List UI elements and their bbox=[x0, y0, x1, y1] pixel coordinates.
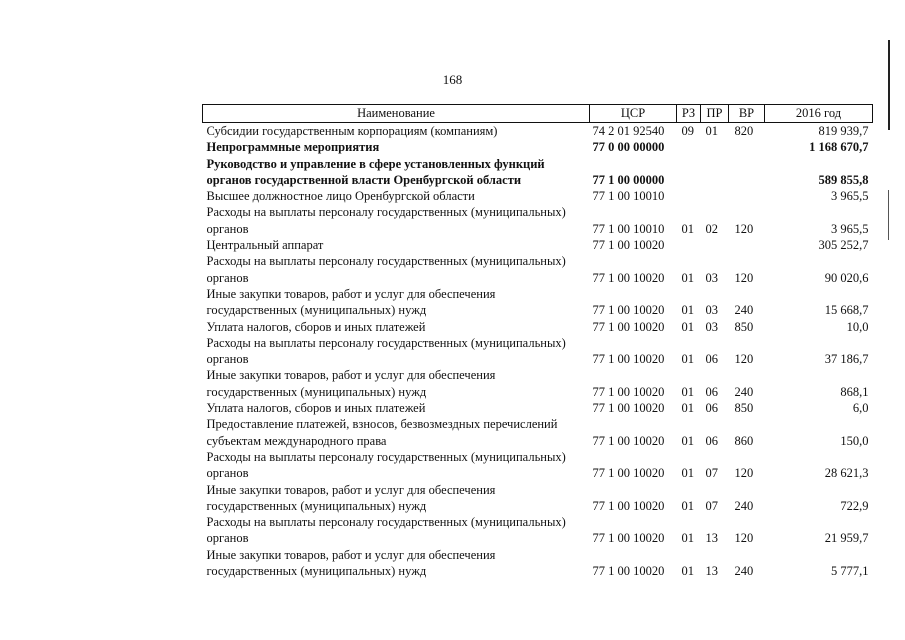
cell-rz bbox=[677, 156, 701, 189]
cell-name: Расходы на выплаты персоналу государственных (муниципальных) органов bbox=[206, 254, 566, 285]
cell-rz: 01 bbox=[681, 319, 694, 334]
cell-csr: 77 1 00 10020 bbox=[592, 384, 665, 399]
cell-pr: 06 bbox=[705, 401, 718, 416]
cell-rz: 01 bbox=[681, 564, 694, 579]
budget-table bbox=[202, 104, 873, 579]
table-row bbox=[203, 156, 873, 189]
cell-pr bbox=[701, 237, 729, 253]
cell-sum: 305 252,7 bbox=[818, 238, 869, 253]
cell-name: Расходы на выплаты персоналу государственных (муниципальных) органов bbox=[206, 515, 566, 546]
cell-csr: 77 0 00 00000 bbox=[592, 140, 665, 155]
table-row bbox=[203, 319, 873, 335]
cell-name: Высшее должностное лицо Оренбургской области bbox=[206, 189, 475, 204]
table-row bbox=[203, 367, 873, 400]
cell-name: Иные закупки товаров, работ и услуг для обеспечения государственных (муниципальных) нужд bbox=[206, 482, 496, 513]
table-row bbox=[203, 204, 873, 237]
cell-name: Уплата налогов, сборов и иных платежей bbox=[206, 319, 426, 334]
cell-csr: 74 2 01 92540 bbox=[592, 124, 665, 138]
table-row bbox=[203, 482, 873, 515]
cell-name: Предоставление платежей, взносов, безвозмездных перечислений субъектам международного права bbox=[206, 417, 558, 448]
cell-csr: 77 1 00 10010 bbox=[592, 189, 665, 204]
table-row bbox=[203, 449, 873, 482]
cell-pr: 03 bbox=[705, 303, 718, 318]
cell-name: Центральный аппарат bbox=[206, 238, 324, 253]
header-name: Наименование bbox=[203, 105, 590, 123]
table-row bbox=[203, 237, 873, 253]
cell-sum: 1 168 670,7 bbox=[809, 140, 869, 155]
table-row bbox=[203, 416, 873, 449]
cell-name: Субсидии государственным корпорациям (компаниям) bbox=[206, 124, 498, 138]
scan-edge-mark bbox=[888, 190, 889, 240]
cell-sum: 90 020,6 bbox=[824, 270, 869, 285]
cell-csr: 77 1 00 10020 bbox=[592, 270, 665, 285]
cell-sum: 15 668,7 bbox=[824, 303, 869, 318]
cell-rz bbox=[677, 237, 701, 253]
cell-csr: 77 1 00 10020 bbox=[592, 319, 665, 334]
table-row bbox=[203, 547, 873, 580]
cell-vr: 120 bbox=[734, 352, 754, 367]
cell-sum: 37 186,7 bbox=[824, 352, 869, 367]
cell-vr: 120 bbox=[734, 531, 754, 546]
cell-rz: 01 bbox=[681, 401, 694, 416]
cell-rz: 01 bbox=[681, 270, 694, 285]
cell-csr: 77 1 00 10020 bbox=[592, 564, 665, 579]
cell-pr: 02 bbox=[705, 221, 718, 236]
cell-vr: 240 bbox=[734, 384, 754, 399]
cell-pr bbox=[701, 156, 729, 189]
cell-sum: 28 621,3 bbox=[824, 466, 869, 481]
table-row bbox=[203, 139, 873, 155]
cell-name: Уплата налогов, сборов и иных платежей bbox=[206, 401, 426, 416]
cell-vr: 820 bbox=[734, 124, 754, 138]
cell-sum: 5 777,1 bbox=[831, 564, 869, 579]
cell-sum: 6,0 bbox=[852, 401, 869, 416]
cell-csr: 77 1 00 10020 bbox=[592, 352, 665, 367]
cell-rz: 01 bbox=[681, 303, 694, 318]
cell-name: Расходы на выплаты персоналу государственных (муниципальных) органов bbox=[206, 335, 566, 367]
table-row bbox=[203, 335, 873, 368]
cell-vr: 240 bbox=[734, 303, 754, 318]
cell-csr: 77 1 00 10020 bbox=[592, 433, 665, 448]
cell-csr: 77 1 00 10020 bbox=[592, 531, 665, 546]
cell-name: Расходы на выплаты персоналу государственных (муниципальных) органов bbox=[206, 205, 566, 236]
header-vr: ВР bbox=[729, 105, 765, 123]
cell-rz: 01 bbox=[681, 531, 694, 546]
cell-pr: 13 bbox=[705, 564, 718, 579]
cell-vr bbox=[729, 237, 765, 253]
table-row bbox=[203, 188, 873, 204]
cell-sum: 819 939,7 bbox=[818, 124, 869, 138]
cell-csr: 77 1 00 00000 bbox=[592, 172, 665, 187]
cell-vr: 850 bbox=[734, 401, 754, 416]
cell-sum: 3 965,5 bbox=[831, 221, 869, 236]
cell-name: Непрограммные мероприятия bbox=[206, 140, 380, 155]
cell-csr: 77 1 00 10020 bbox=[592, 238, 665, 253]
header-year: 2016 год bbox=[765, 105, 873, 123]
cell-vr: 860 bbox=[734, 433, 754, 448]
cell-vr: 120 bbox=[734, 270, 754, 285]
cell-name: Иные закупки товаров, работ и услуг для обеспечения государственных (муниципальных) нужд bbox=[206, 368, 496, 399]
cell-name: Расходы на выплаты персоналу государственных (муниципальных) органов bbox=[206, 449, 566, 481]
cell-sum: 589 855,8 bbox=[818, 172, 869, 187]
table-row bbox=[203, 253, 873, 286]
cell-pr: 03 bbox=[705, 319, 718, 334]
cell-pr bbox=[701, 188, 729, 204]
cell-rz: 01 bbox=[681, 352, 694, 367]
cell-vr bbox=[729, 139, 765, 155]
cell-pr: 03 bbox=[705, 270, 718, 285]
cell-csr: 77 1 00 10020 bbox=[592, 498, 665, 513]
cell-vr: 850 bbox=[734, 319, 754, 334]
cell-rz bbox=[677, 188, 701, 204]
cell-vr: 240 bbox=[734, 498, 754, 513]
cell-name: Руководство и управление в сфере установленных функций органов государственной власти Оренбургской области bbox=[206, 156, 545, 187]
cell-vr: 120 bbox=[734, 466, 754, 481]
cell-csr: 77 1 00 10020 bbox=[592, 466, 665, 481]
cell-rz: 01 bbox=[681, 433, 694, 448]
cell-rz: 01 bbox=[681, 498, 694, 513]
header-pr: ПР bbox=[701, 105, 729, 123]
cell-pr: 01 bbox=[705, 124, 718, 138]
cell-sum: 150,0 bbox=[840, 433, 869, 448]
header-rz: РЗ bbox=[677, 105, 701, 123]
cell-name: Иные закупки товаров, работ и услуг для обеспечения государственных (муниципальных) нужд bbox=[206, 547, 496, 579]
table-row bbox=[203, 514, 873, 547]
cell-name: Иные закупки товаров, работ и услуг для обеспечения государственных (муниципальных) нужд bbox=[206, 286, 496, 318]
cell-sum: 21 959,7 bbox=[824, 531, 869, 546]
table-row bbox=[203, 400, 873, 416]
cell-vr: 240 bbox=[734, 564, 754, 579]
cell-csr: 77 1 00 10020 bbox=[592, 303, 665, 318]
cell-sum: 3 965,5 bbox=[831, 189, 869, 204]
cell-rz: 01 bbox=[681, 466, 694, 481]
cell-vr bbox=[729, 156, 765, 189]
page-number: 168 bbox=[442, 72, 463, 87]
cell-vr bbox=[729, 188, 765, 204]
cell-pr: 07 bbox=[705, 466, 718, 481]
cell-sum: 722,9 bbox=[840, 498, 869, 513]
table-row bbox=[203, 286, 873, 319]
cell-pr: 13 bbox=[705, 531, 718, 546]
cell-rz bbox=[677, 139, 701, 155]
cell-vr: 120 bbox=[734, 221, 754, 236]
cell-pr: 07 bbox=[705, 498, 718, 513]
cell-csr: 77 1 00 10020 bbox=[592, 401, 665, 416]
cell-pr bbox=[701, 139, 729, 155]
header-csr: ЦСР bbox=[590, 105, 677, 123]
cell-rz: 01 bbox=[681, 384, 694, 399]
cell-csr: 77 1 00 10010 bbox=[592, 221, 665, 236]
cell-pr: 06 bbox=[705, 352, 718, 367]
cell-pr: 06 bbox=[705, 433, 718, 448]
table-row bbox=[203, 123, 873, 140]
cell-pr: 06 bbox=[705, 384, 718, 399]
cell-rz: 01 bbox=[681, 221, 694, 236]
cell-sum: 10,0 bbox=[846, 319, 869, 334]
cell-sum: 868,1 bbox=[840, 384, 869, 399]
table-header-row bbox=[203, 105, 873, 123]
cell-rz: 09 bbox=[681, 124, 694, 138]
